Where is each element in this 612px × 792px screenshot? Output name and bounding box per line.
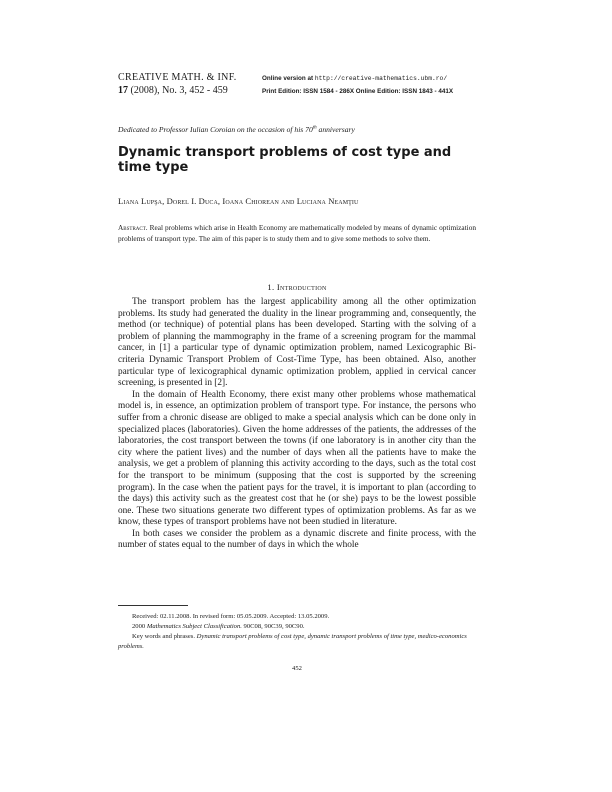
paragraph: In both cases we consider the problem as a dynamic discrete and finite process, with the number of states equal to the number of days in which the whole bbox=[118, 528, 476, 551]
authors: Liana Lupşa, Dorel I. Duca, Ioana Chiorean and Luciana Neamţiu bbox=[118, 196, 359, 206]
keywords-text: Dynamic transport problems of cost type, dynamic transport problems of time type, medico-economics problems. bbox=[118, 633, 467, 650]
issue-pages: (2008), No. 3, 452 - 459 bbox=[130, 85, 228, 96]
body-text bbox=[118, 297, 476, 552]
abstract-text: Real problems which arise in Health Economy are mathematically modeled by means of dynamic optimization problems of transport type. The aim of this paper is to study them and to give some methods to solve them. bbox=[118, 223, 476, 243]
paper-title: Dynamic transport problems of cost type and time type bbox=[118, 145, 452, 175]
paragraph: In the domain of Health Economy, there exist many other problems whose mathematical model is, in essence, an optimization problem of transport type. For instance, the persons who suffer from a chronic disease are obliged to make a special analysis which can be done only in specialized places (laboratories). Given the home addresses of the patients, the addresses of the laboratories, the cost transport between the towns (if one laboratory is in another city than the city where the patient lives) and the number of days when all the patients have to make the analysis, we get a problem of planning this activity according to the days, such as the total cost for the transport to be minimum (supposing that the cost is supported by the screening program). In the case when the patient pays for the travel, it is important to plan (according to the days) this activity such as the greatest cost that he (or she) pays to be the lowest possible one. These two situations generate two different types of optimization problems. As far as we know, these types of transport problems have not been studied in literature. bbox=[118, 389, 476, 528]
volume-number: 17 bbox=[118, 85, 128, 96]
keywords bbox=[118, 632, 476, 652]
keywords-label: Key words and phrases. bbox=[132, 633, 195, 640]
abstract-label: Abstract. bbox=[118, 223, 148, 232]
journal-name: CREATIVE MATH. & INF. bbox=[118, 72, 237, 83]
dedication-text: Dedicated to Professor Iulian Coroian on the occasion of his 70 bbox=[118, 125, 313, 134]
online-url[interactable]: http://creative-mathematics.ubm.ro/ bbox=[314, 75, 448, 82]
online-label: Online version at bbox=[262, 75, 315, 82]
section-heading: 1. Introduction bbox=[267, 282, 327, 292]
print-edition: Print Edition: ISSN 1584 - 286X Online Edition: ISSN 1843 - 441X bbox=[262, 88, 454, 95]
msc-year: 2000 bbox=[132, 623, 147, 630]
received-dates: Received: 02.11.2008. In revised form: 05.05.2009. Accepted: 13.05.2009. bbox=[132, 613, 330, 620]
page-number: 452 bbox=[292, 665, 302, 672]
dedication-tail: anniversary bbox=[316, 125, 355, 134]
journal-header bbox=[118, 71, 237, 97]
msc-classification bbox=[118, 622, 476, 632]
online-version bbox=[262, 72, 453, 85]
paragraph: The transport problem has the largest applicability among all the other optimization problems. Its study had generated the duality in the linear programming and, consequently, the method (or technique) of potential plans has been developed. Starting with the solving of a problem of planning the mammography in the frame of a screening program for the mammal cancer, in [1] a particular type of dynamic optimization problem, named Lexicographic Bi-criteria Dynamic Transport Problem of Cost-Time Type, has been obtained. Also, another particular type of lexicographical dynamic optimization problem, applied in cervical cancer screening, is presented in [2]. bbox=[118, 297, 476, 389]
dedication-sup: th bbox=[312, 125, 317, 131]
dedication bbox=[118, 125, 355, 134]
msc-label: Mathematics Subject Classification. bbox=[146, 623, 242, 630]
edition-info bbox=[262, 72, 453, 98]
journal-issue bbox=[118, 84, 237, 97]
footnotes bbox=[118, 612, 476, 652]
msc-codes: 90C08, 90C39, 90C90. bbox=[241, 623, 305, 630]
footnote-rule bbox=[118, 605, 188, 606]
abstract bbox=[118, 223, 476, 244]
